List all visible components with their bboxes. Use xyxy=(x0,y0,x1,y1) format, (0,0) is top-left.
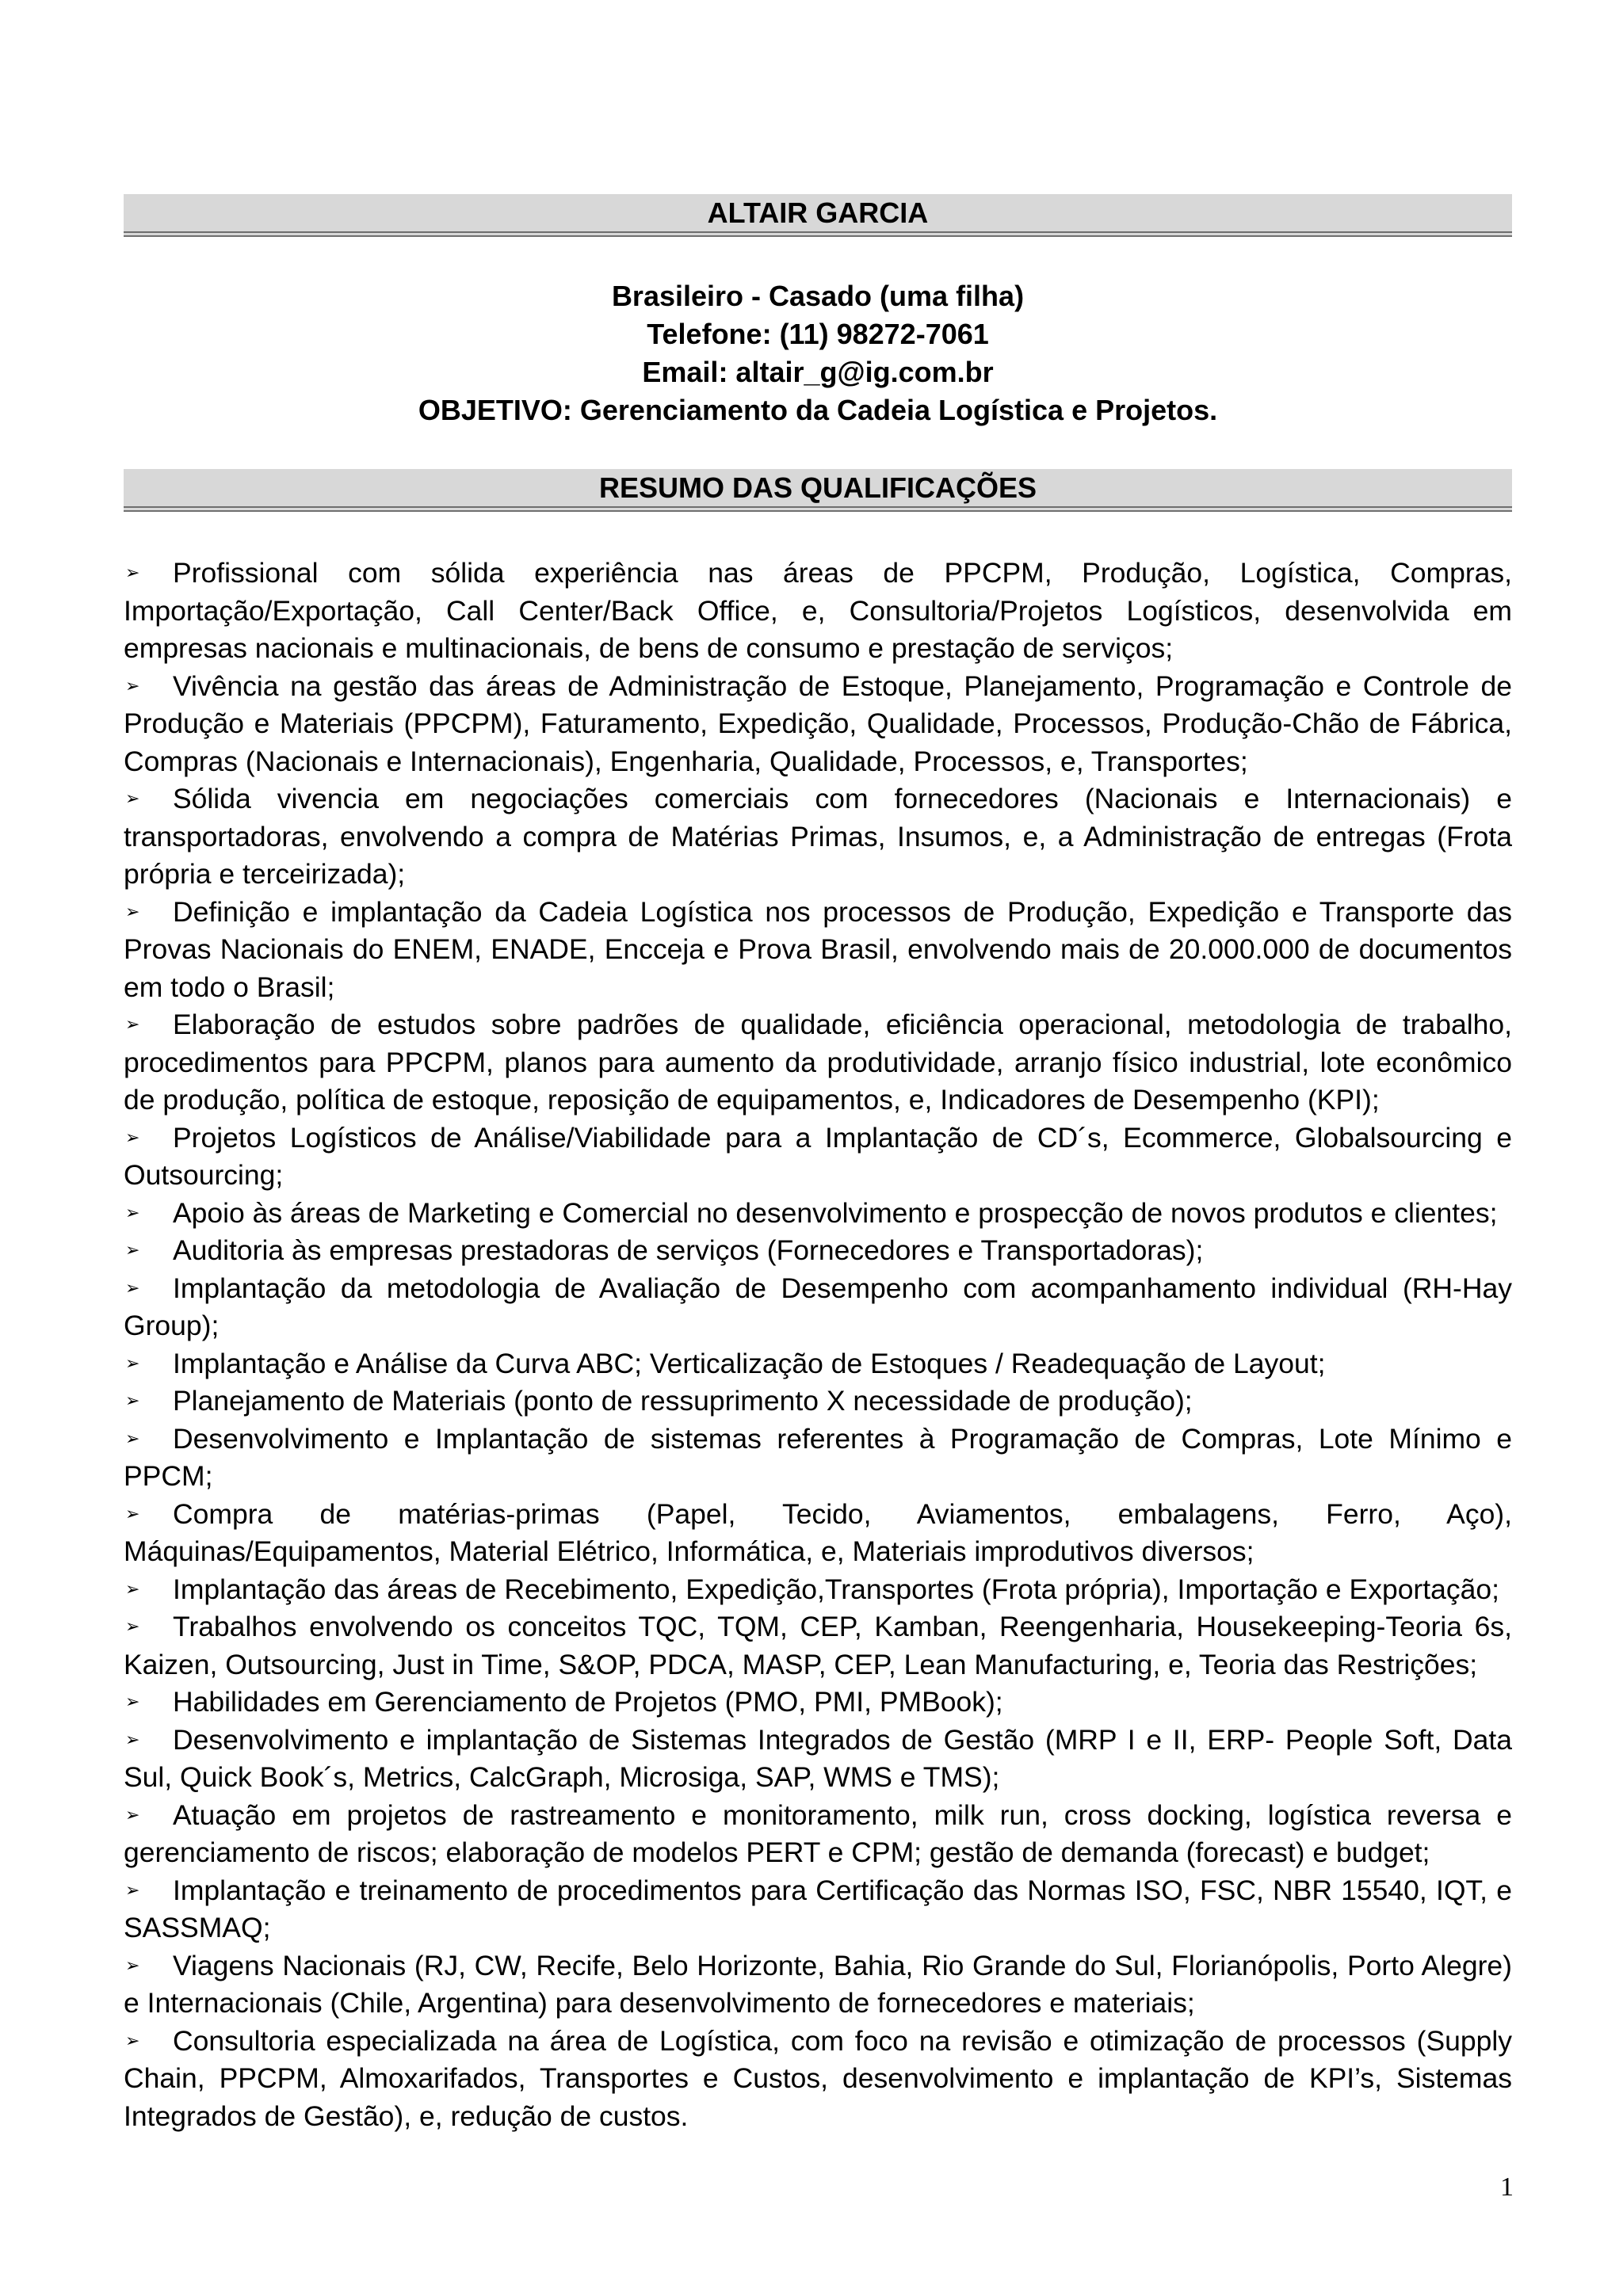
list-item xyxy=(124,1722,1512,1797)
list-item xyxy=(124,1797,1512,1872)
list-item xyxy=(124,1195,1512,1233)
list-item-text: Auditoria às empresas prestadoras de serviços (Fornecedores e Transportadoras); xyxy=(173,1234,1204,1266)
list-item-text: Profissional com sólida experiência nas áreas de PPCPM, Produção, Logística, Compras, Importação/Exportação, Call Center/Back Office, e, Consultoria/Projetos Logísticos, desenvolvida em empresas nacionais e multinacionais, de bens de consumo e prestação de serviços; xyxy=(124,557,1512,664)
list-item-text: Elaboração de estudos sobre padrões de qualidade, eficiência operacional, metodologia de trabalho, procedimentos para PPCPM, planos para aumento da produtividade, arranjo físico industrial, lote econômico de produção, política de estoque, reposição de equipamentos, e, Indicadores de Desempenho (KPI); xyxy=(124,1009,1512,1116)
section-title: RESUMO DAS QUALIFICAÇÕES xyxy=(598,471,1037,504)
list-item xyxy=(124,1496,1512,1571)
personal-info: Brasileiro - Casado (uma filha) xyxy=(611,280,1025,312)
bullet-arrow-icon: ➢ xyxy=(125,902,140,922)
list-item-text: Desenvolvimento e implantação de Sistemas Integrados de Gestão (MRP I e II, ERP- People Soft, Data Sul, Quick Book´s, Metrics, CalcGraph, Microsiga, SAP, WMS e TMS); xyxy=(124,1723,1512,1793)
list-item-text: Implantação e treinamento de procedimentos para Certificação das Normas ISO, FSC, NBR 15540, IQT, e SASSMAQ; xyxy=(124,1874,1512,1943)
list-item-text: Trabalhos envolvendo os conceitos TQC, TQM, CEP, Kamban, Reengenharia, Housekeeping-Teoria 6s, Kaizen, Outsourcing, Just in Time, S&OP, PDCA, MASP, CEP, Lean Manufacturing, e, Teoria das Restrições; xyxy=(124,1611,1512,1680)
bullet-arrow-icon: ➢ xyxy=(125,2031,140,2051)
list-item-text: Definição e implantação da Cadeia Logística nos processos de Produção, Expedição e Transporte das Provas Nacionais do ENEM, ENADE, Encceja e Prova Brasil, envolvendo mais de 20.000.000 de documentos em todo o Brasil; xyxy=(124,895,1512,1003)
bullet-arrow-icon: ➢ xyxy=(125,1579,140,1600)
list-item xyxy=(124,780,1512,894)
bullet-arrow-icon: ➢ xyxy=(125,676,140,696)
contact-block xyxy=(124,277,1512,429)
list-item-text: Implantação das áreas de Recebimento, Expedição,Transportes (Frota própria), Importação e Exportação; xyxy=(173,1573,1499,1605)
list-item xyxy=(124,1947,1512,2023)
list-item-text: Compra de matérias-primas (Papel, Tecido, Aviamentos, embalagens, Ferro, Aço), Máquinas/Equipamentos, Material Elétrico, Informática, e, Materiais improdutivos diversos; xyxy=(124,1497,1512,1567)
list-item-text: Implantação da metodologia de Avaliação de Desempenho com acompanhamento individual (RH-Hay Group); xyxy=(124,1272,1512,1341)
phone-line: Telefone: (11) 98272-7061 xyxy=(647,318,989,350)
bullet-arrow-icon: ➢ xyxy=(125,1955,140,1976)
list-item xyxy=(124,1232,1512,1270)
list-item xyxy=(124,1006,1512,1119)
bullet-arrow-icon: ➢ xyxy=(125,1692,140,1712)
email-line: Email: altair_g@ig.com.br xyxy=(642,356,994,388)
list-item-text: Habilidades em Gerenciamento de Projetos (PMO, PMI, PMBook); xyxy=(173,1686,1003,1718)
list-item xyxy=(124,1345,1512,1383)
objective-line: OBJETIVO: Gerenciamento da Cadeia Logística e Projetos. xyxy=(418,394,1218,426)
page-number: 1 xyxy=(1500,2172,1514,2202)
bullet-arrow-icon: ➢ xyxy=(125,1617,140,1637)
bullet-arrow-icon: ➢ xyxy=(125,1730,140,1750)
list-item xyxy=(124,555,1512,668)
list-item xyxy=(124,1872,1512,1947)
list-item-text: Sólida vivencia em negociações comerciais com fornecedores (Nacionais e Internacionais) e transportadoras, envolvendo a compra de Matérias Primas, Insumos, e, a Administração de entregas (Frota própria e terceirizada); xyxy=(124,783,1512,890)
bullet-arrow-icon: ➢ xyxy=(125,1353,140,1374)
list-item xyxy=(124,668,1512,781)
bullet-arrow-icon: ➢ xyxy=(125,1428,140,1449)
list-item xyxy=(124,1608,1512,1684)
bullet-arrow-icon: ➢ xyxy=(125,1127,140,1148)
bullet-arrow-icon: ➢ xyxy=(125,789,140,809)
bullet-arrow-icon: ➢ xyxy=(125,1015,140,1035)
list-item xyxy=(124,1383,1512,1421)
bullet-arrow-icon: ➢ xyxy=(125,1241,140,1261)
bullet-arrow-icon: ➢ xyxy=(125,1278,140,1299)
list-item xyxy=(124,1119,1512,1195)
list-item xyxy=(124,894,1512,1007)
list-item xyxy=(124,1571,1512,1609)
list-item-text: Vivência na gestão das áreas de Administração de Estoque, Planejamento, Programação e Controle de Produção e Materiais (PPCPM), Faturamento, Expedição, Qualidade, Processos, Produção-Chão de Fábrica, Compras (Nacionais e Internacionais), Engenharia, Qualidade, Processos, e, Transportes; xyxy=(124,669,1512,777)
list-item xyxy=(124,1684,1512,1722)
list-item-text: Consultoria especializada na área de Logística, com foco na revisão e otimização de processos (Supply Chain, PPCPM, Almoxarifados, Transportes e Custos, desenvolvimento e implantação de KPI’s, Sistemas Integrados de Gestão), e, redução de custos. xyxy=(124,2024,1512,2132)
bullet-arrow-icon: ➢ xyxy=(125,1504,140,1524)
bullet-arrow-icon: ➢ xyxy=(125,1391,140,1411)
list-item-text: Projetos Logísticos de Análise/Viabilidade para a Implantação de CD´s, Ecommerce, Globalsourcing e Outsourcing; xyxy=(124,1121,1512,1191)
list-item-text: Desenvolvimento e Implantação de sistemas referentes à Programação de Compras, Lote Mínimo e PPCM; xyxy=(124,1422,1512,1492)
list-item-text: Planejamento de Materiais (ponto de ressuprimento X necessidade de produção); xyxy=(173,1385,1193,1417)
bullet-arrow-icon: ➢ xyxy=(125,1880,140,1901)
list-item xyxy=(124,1421,1512,1496)
list-item-text: Implantação e Análise da Curva ABC; Verticalização de Estoques / Readequação de Layout; xyxy=(173,1347,1326,1379)
bullet-arrow-icon: ➢ xyxy=(125,563,140,583)
bullet-arrow-icon: ➢ xyxy=(125,1805,140,1825)
list-item xyxy=(124,1270,1512,1345)
candidate-name: ALTAIR GARCIA xyxy=(707,196,929,229)
list-item-text: Viagens Nacionais (RJ, CW, Recife, Belo Horizonte, Bahia, Rio Grande do Sul, Florianópolis, Porto Alegre) e Internacionais (Chile, Argentina) para desenvolvimento de fornecedores e materiais; xyxy=(124,1949,1512,2019)
list-item xyxy=(124,2023,1512,2136)
bullet-arrow-icon: ➢ xyxy=(125,1203,140,1223)
list-item-text: Atuação em projetos de rastreamento e monitoramento, milk run, cross docking, logística reversa e gerenciamento de riscos; elaboração de modelos PERT e CPM; gestão de demanda (forecast) e budget; xyxy=(124,1798,1512,1868)
list-item-text: Apoio às áreas de Marketing e Comercial no desenvolvimento e prospecção de novos produtos e clientes; xyxy=(173,1196,1498,1229)
qualifications-list xyxy=(124,555,1512,2135)
